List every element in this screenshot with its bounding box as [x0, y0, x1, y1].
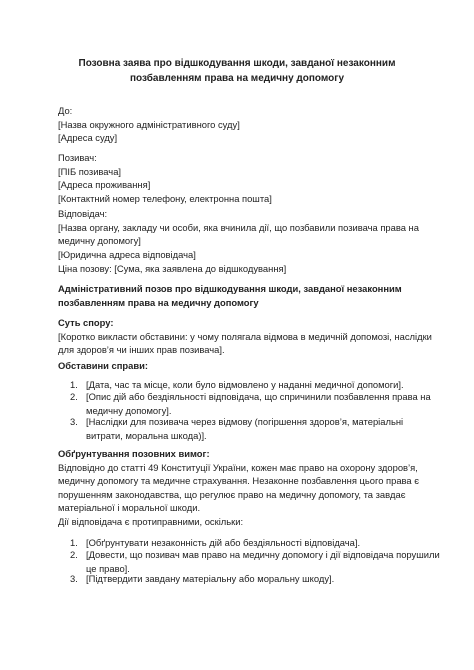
defendant-name-cont: медичну допомогу] — [58, 235, 141, 247]
justification-text: порушенням законодавства, що регулює право на медичну допомогу, та завдає — [58, 488, 406, 500]
circumstances-heading: Обставини справи: — [58, 360, 149, 371]
essence-text: [Коротко викласти обставини: у чому полягала відмова в медичній допомозі, наслідки — [58, 330, 432, 342]
plaintiff-label: Позивач: — [58, 152, 97, 163]
essence-section — [58, 316, 432, 357]
document-title: Позовна заява про відшкодування шкоди, завданої незаконним позбавленням права на медичну допомогу — [78, 58, 396, 84]
plaintiff-address: [Адреса проживання] — [58, 179, 151, 191]
illegal-intro: Дії відповідача є протиправними, оскільки: — [58, 516, 244, 527]
essence-heading: Суть спору: — [58, 317, 114, 328]
plaintiff-contacts: [Контактний номер телефону, електронна пошта] — [58, 192, 272, 204]
court-name: [Назва окружного адміністративного суду] — [58, 118, 240, 130]
defendant-address: [Юридична адреса відповідача] — [58, 248, 196, 260]
justification-section — [58, 447, 418, 515]
justification-heading: Обґрунтування позовних вимог: — [58, 448, 210, 459]
justification-text: Відповідно до статті 49 Конституції України, кожен має право на охорону здоров’я, — [58, 461, 418, 473]
claim-subtitle: Адміністративний позов про відшкодування шкоди, завданої незаконним позбавленням права на медичну допомогу — [58, 283, 402, 308]
defendant-label: Відповідач: — [58, 208, 108, 219]
plaintiff-name: [ПІБ позивача] — [58, 165, 122, 177]
claim-price: Ціна позову: [Сума, яка заявлена до відшкодування] — [58, 263, 287, 274]
justification-text: медичну допомогу та медичне страхування. Незаконне позбавлення цього права є — [58, 475, 420, 487]
recipient-block — [58, 104, 418, 145]
justification-text: матеріальної і моральної шкоди. — [58, 502, 201, 514]
recipient-label: До: — [58, 105, 73, 116]
court-address: [Адреса суду] — [58, 132, 118, 144]
plaintiff-block — [58, 151, 418, 205]
document-page: Позовна заява про відшкодування шкоди, завданої незаконним позбавленням права на медичну допомогу До: [Назва окружного адміністративного суду] [Адреса суду] Позивач: [ПІБ позивача] [Адреса проживання] [Контактний номер телефону, електронна пошта] Відповідач: [Назва органу, закладу чи особи, яка вчинила дії, що позбавили позивача права на медичну допомогу] [Юридична адреса відповідача] Ціна позову: [Сума, яка заявлена до відшкодування] Адміністративний позов про відшкодування шкоди, завданої незаконним позбавленням права на медичну допомогу Суть спору: [Коротко викласти обставини: у чому полягала відмова в медичній допомозі, наслідки для здоров’я чи інших прав позивача]. Обставини справи: 1. [Дата, час та місце, коли було відмовлено у наданні медичної допомоги]. 2. [Опис дій або бездіяльності відповідача, що спричинили позбавлення права на медичну допомогу]. 3. [Наслідки для позивача через відмову (погіршення здоров’я, матеріальні витрати, моральна шкода)]. Обґрунтування позовних вимог: Відповідно до статті 49 Конституції України, кожен має право на охорону здоров’я, медичну допомогу та медичне страхування. Незаконне позбавлення цього права є порушенням законодавства, що регулює право на медичну допомогу, та завдає матеріальної і моральної шкоди. Дії відповідача є протиправними, оскільки: 1. [Обґрунтувати незаконність дій або бездіяльності відповідача]. 2. [Довести, що позивач мав право на медичну допомогу і дії відповідача порушили це право]. 3. [Підтвердити завдану матеріальну або моральну шкоду]. — [0, 0, 474, 670]
essence-text-cont: для здоров’я чи інших прав позивача]. — [58, 344, 225, 356]
defendant-name: [Назва органу, закладу чи особи, яка вчинила дії, що позбавили позивача права на — [58, 221, 419, 233]
defendant-block — [58, 207, 418, 261]
